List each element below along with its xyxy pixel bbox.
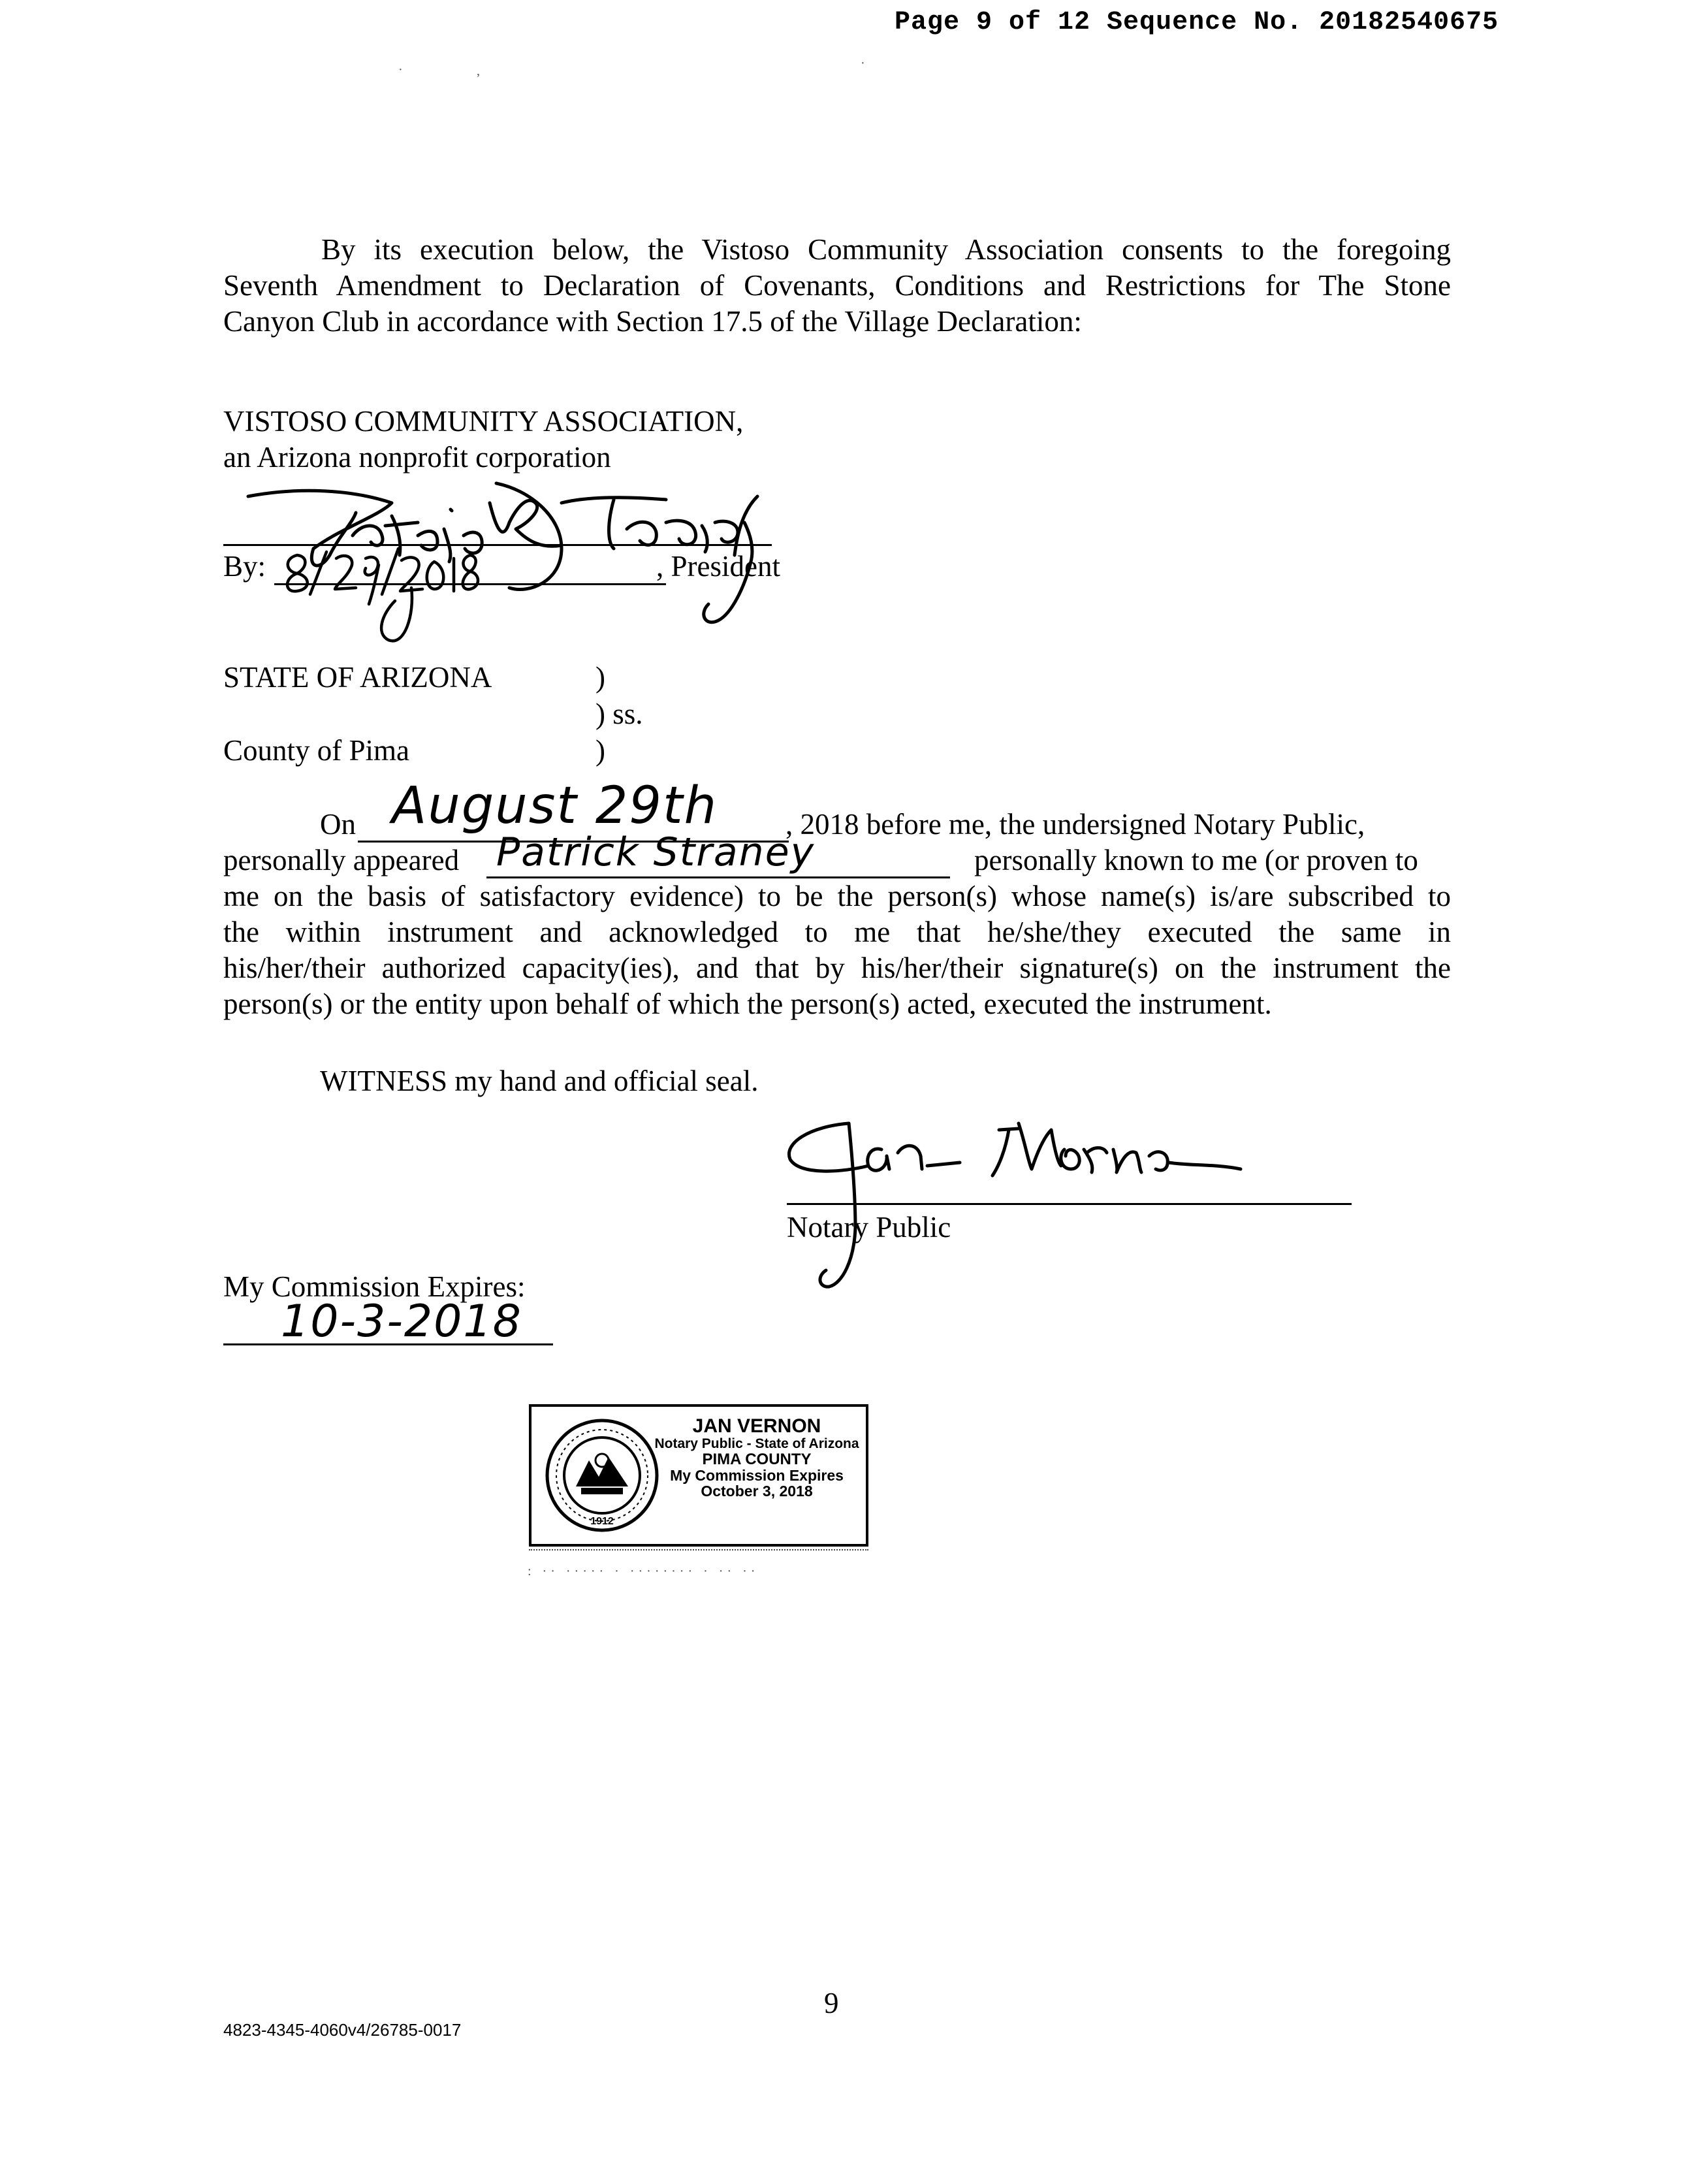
notary-signature: [770, 1104, 1267, 1300]
entity-name: VISTOSO COMMUNITY ASSOCIATION,: [223, 405, 744, 438]
notary-label: Notary Public: [787, 1211, 951, 1244]
venue-ss: ) ss.: [595, 698, 643, 730]
seal-expires-date: October 3, 2018: [701, 1482, 813, 1500]
commission-label: My Commission Expires:: [223, 1270, 526, 1303]
seal-county: PIMA COUNTY: [702, 1450, 812, 1468]
signer-title: , President: [656, 550, 780, 583]
document-id: 4823-4345-4060v4/26785-0017: [223, 2020, 462, 2040]
witness-line: WITNESS my hand and official seal.: [320, 1065, 759, 1097]
notary-seal-stamp: [529, 1404, 868, 1547]
page-number: 9: [824, 1987, 839, 2019]
ack-appeared-label: personally appeared: [223, 844, 460, 876]
notary-signature-line: [787, 1203, 1352, 1205]
ack-line: the within instrument and acknowledged to me that he/she/they executed the same in: [223, 916, 1451, 948]
seal-notary-name: JAN VERNON: [692, 1415, 821, 1437]
seal-notary-state: Notary Public - State of Arizona: [654, 1436, 859, 1451]
commission-underline: [223, 1343, 553, 1345]
state-seal-icon: [543, 1415, 661, 1536]
scan-speck: ,: [477, 64, 480, 78]
ack-date-handwritten: August 29th: [392, 777, 718, 835]
venue-paren: ): [595, 661, 605, 694]
ack-line: his/her/their authorized capacity(ies), and that by his/her/their signature(s) on the instrument the: [223, 952, 1451, 984]
ack-body: [223, 878, 1451, 1022]
seal-underline: [529, 1549, 868, 1550]
seal-text: [649, 1416, 865, 1499]
signed-date-handwriting: [278, 542, 493, 653]
venue-paren: ): [595, 734, 605, 767]
venue-county: County of Pima: [223, 734, 410, 767]
consent-line: By its execution below, the Vistoso Community Association consents to the foregoing: [321, 233, 1451, 266]
venue-state: STATE OF ARIZONA: [223, 661, 492, 694]
ack-line: me on the basis of satisfactory evidence) to be the person(s) whose name(s) is/are subscribed to: [223, 880, 1451, 912]
consent-line: Seventh Amendment to Declaration of Covenants, Conditions and Restrictions for The Stone: [223, 269, 1451, 302]
scan-noise: : ·· ····· · ········ · ·· ··: [528, 1564, 759, 1579]
ack-known-text: personally known to me (or proven to: [974, 844, 1418, 876]
seal-year: 1912: [590, 1516, 614, 1527]
ack-line: person(s) or the entity upon behalf of which the person(s) acted, executed the instrument.: [223, 988, 1272, 1020]
commission-date: 10-3-2018: [281, 1296, 522, 1347]
scan-speck: ·: [861, 56, 865, 71]
entity-type: an Arizona nonprofit corporation: [223, 441, 611, 474]
consent-paragraph: [223, 232, 1451, 340]
seal-expires-label: My Commission Expires: [670, 1466, 844, 1484]
recording-header: Page 9 of 12 Sequence No. 20182540675: [895, 8, 1499, 37]
ack-appeared-name: Patrick Straney: [496, 829, 816, 875]
consent-line: Canyon Club in accordance with Section 17.5 of the Village Declaration:: [223, 305, 1082, 338]
ack-on: On: [320, 808, 356, 841]
scan-speck: ·: [398, 63, 403, 77]
by-label: By:: [223, 550, 266, 583]
ack-year-text: , 2018 before me, the undersigned Notary Public,: [785, 808, 1365, 841]
